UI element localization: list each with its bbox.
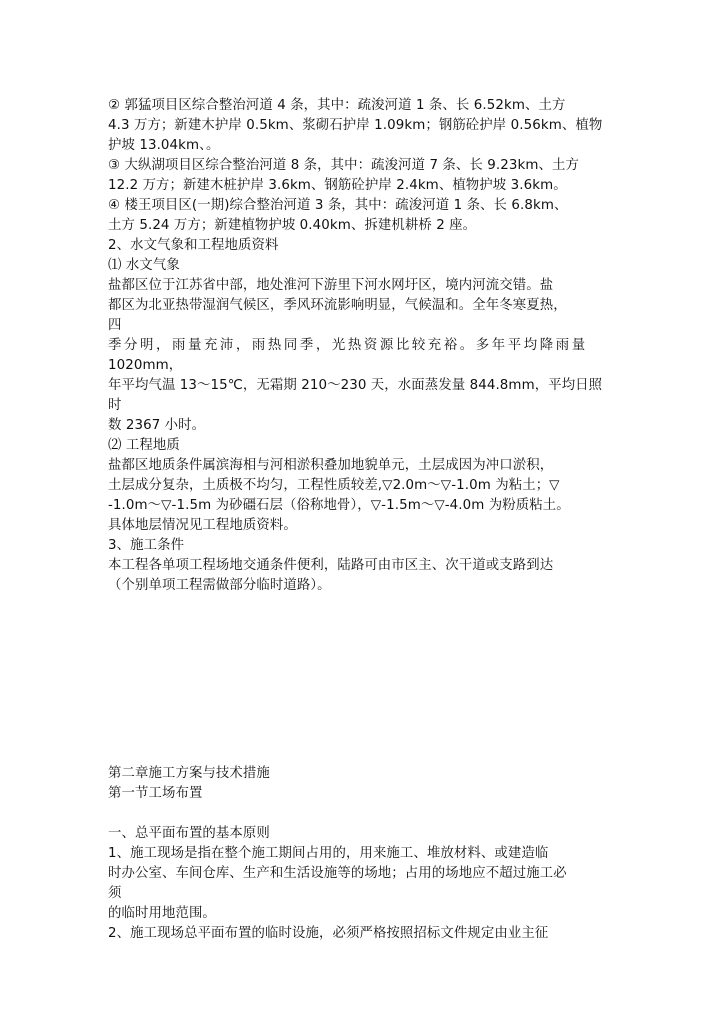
text-line: 季分明，雨量充沛，雨热同季，光热资源比较充裕。多年平均降雨量 [108, 338, 588, 353]
subsection-heading: ⑴ 水文气象 [108, 258, 180, 273]
text-line: 护坡 13.04km、。 [108, 138, 220, 153]
text-line: 盐都区地质条件属滨海相与河相淤积叠加地貌单元，土层成因为冲口淤积， [108, 458, 554, 473]
text-line: ③ 大纵湖项目区综合整治河道 8 条，其中：疏浚河道 7 条、长 9.23km、土方 [108, 158, 579, 173]
text-line: 须 [108, 886, 122, 901]
text-line: 的临时用地范围。 [108, 906, 216, 921]
text-line: 四 [108, 318, 122, 333]
section-heading: 2、水文气象和工程地质资料 [108, 238, 279, 253]
text-line: 年平均气温 13～15℃，无霜期 210～230 天，水面蒸发量 844.8mm，平均日照 [108, 378, 603, 393]
text-line: 时 [108, 398, 122, 413]
text-line: 2、施工现场总平面布置的临时设施，必须严格按照招标文件规定由业主征 [108, 926, 549, 941]
text-line: 本工程各单项工程场地交通条件便利，陆路可由市区主、次干道或支路到达 [108, 558, 554, 573]
text-line: ② 郭猛项目区综合整治河道 4 条，其中：疏浚河道 1 条、长 6.52km、土方 [108, 98, 566, 113]
text-line: 具体地层情况见工程地质资料。 [108, 518, 297, 533]
subsection-heading: 一、总平面布置的基本原则 [108, 826, 270, 841]
text-line: 数 2367 小时。 [108, 418, 206, 433]
text-line: 1020mm， [108, 358, 183, 373]
chapter-title: 第二章施工方案与技术措施 [108, 766, 270, 781]
text-line: 土层成分复杂，土质极不均匀，工程性质较差,▽2.0m～▽-1.0m 为粘土；▽ [108, 478, 560, 493]
text-line: （个别单项工程需做部分临时道路）。 [108, 578, 331, 593]
text-line: 都区为北亚热带湿润气候区，季风环流影响明显，气候温和。全年冬寒夏热， [108, 298, 567, 313]
text-line: -1.0m～▽-1.5m 为砂礓石层（俗称地骨），▽-1.5m～▽-4.0m 为粉质粘土。 [108, 498, 570, 513]
text-line: 4.3 万方；新建木护岸 0.5km、浆砌石护岸 1.09km；钢筋砼护岸 0.56km、植物 [108, 118, 603, 133]
text-line: 土方 5.24 万方；新建植物护坡 0.40km、拆建机耕桥 2 座。 [108, 218, 477, 233]
section-heading: 3、施工条件 [108, 538, 185, 553]
section-title: 第一节工场布置 [108, 786, 203, 801]
text-line: 1、施工现场是指在整个施工期间占用的，用来施工、堆放材料、或建造临 [108, 846, 549, 861]
text-line: ④ 楼王项目区(一期)综合整治河道 3 条，其中：疏浚河道 1 条、长 6.8km、 [108, 198, 568, 213]
subsection-heading: ⑵ 工程地质 [108, 438, 180, 453]
text-line: 时办公室、车间仓库、生产和生活设施等的场地；占用的场地应不超过施工必 [108, 866, 567, 881]
text-line: 12.2 万方；新建木桩护岸 3.6km、钢筋砼护岸 2.4km、植物护坡 3.6km。 [108, 178, 567, 193]
text-line: 盐都区位于江苏省中部，地处淮河下游里下河水网圩区，境内河流交错。盐 [108, 278, 554, 293]
